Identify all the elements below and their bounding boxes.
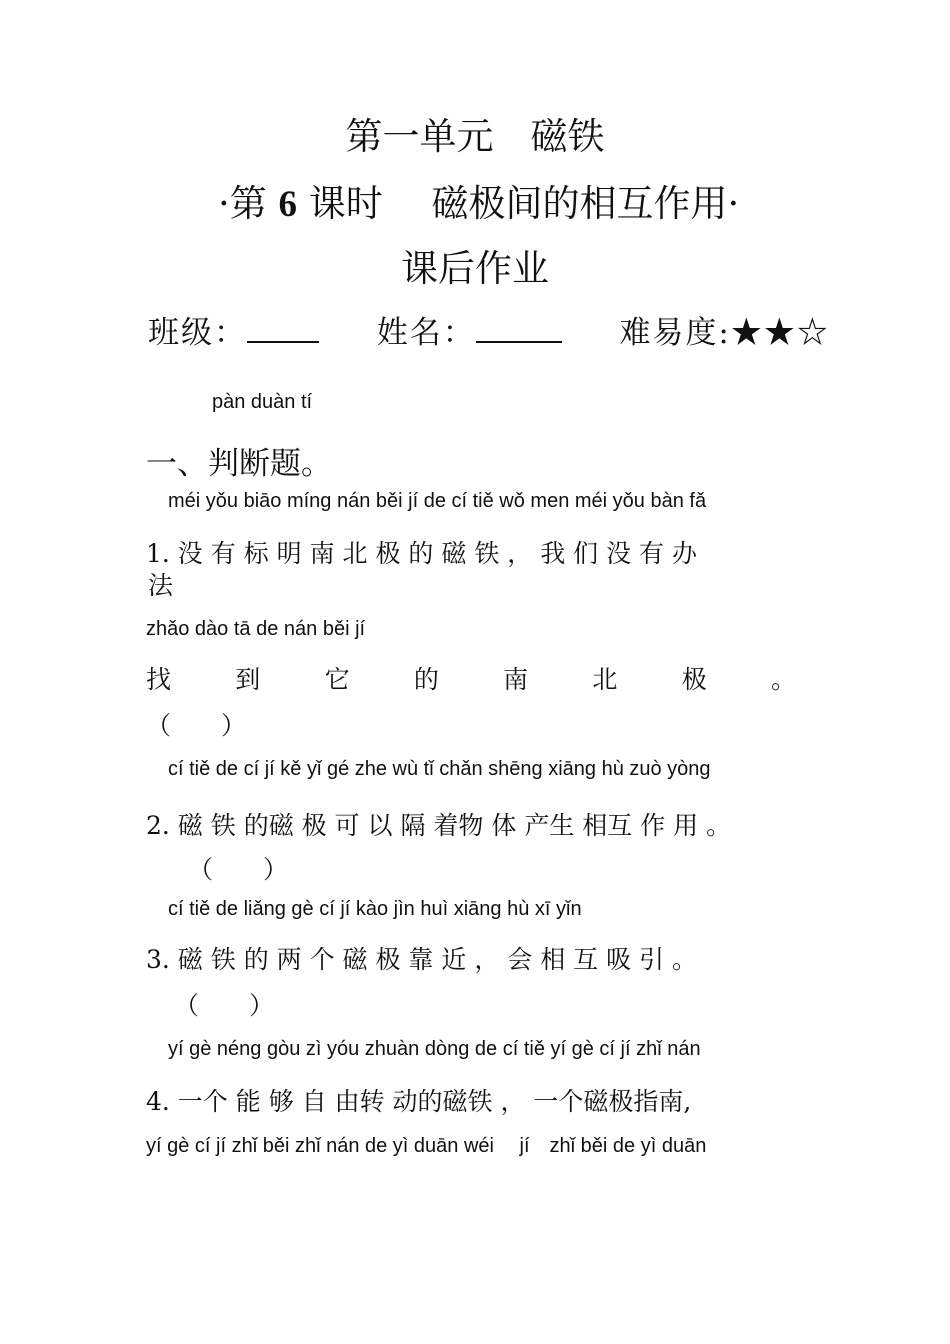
q1-pinyin-1: méi yǒu biāo míng nán běi jí de cí tiě wǒ men méi yǒu bàn fǎ <box>168 490 707 512</box>
unit-title: 第一单元 磁铁 <box>345 115 605 158</box>
name-label: 姓名： <box>376 315 476 351</box>
q2-answer-brackets[interactable]: （ ） <box>188 855 289 884</box>
q1-answer-brackets[interactable]: （ ） <box>146 711 247 740</box>
q2-pinyin-1: cí tiě de cí jí kě yǐ gé zhe wù tǐ chǎn shēng xiāng hù zuò yòng <box>168 758 711 780</box>
lesson-prefix: ·第 <box>218 182 267 225</box>
q4-pinyin-1: yí gè néng gòu zì yóu zhuàn dòng de cí tiě yí gè cí jí zhǐ nán <box>168 1038 701 1060</box>
difficulty-label: 难易度: <box>619 315 731 351</box>
lesson-number: 6 <box>278 184 298 225</box>
q1-text-1-cont: 法 <box>148 571 174 600</box>
q3-text-1: 3. 磁 铁 的 两 个 磁 极 靠 近 ， 会 相 互 吸 引 。 <box>146 945 698 974</box>
name-blank[interactable] <box>476 313 562 343</box>
q3-pinyin-1: cí tiě de liǎng gè cí jí kào jìn huì xiāng hù xī yǐn <box>168 898 582 920</box>
q1-pinyin-2: zhǎo dào tā de nán běi jí <box>146 618 366 640</box>
section-pinyin: pàn duàn tí <box>212 391 313 413</box>
q1-text-1: 1. 没 有 标 明 南 北 极 的 磁 铁 ， 我 们 没 有 办 <box>146 539 698 568</box>
q2-text-1: 2. 磁 铁 的磁 极 可 以 隔 着物 体 产生 相互 作 用 。 <box>146 811 732 840</box>
class-blank[interactable] <box>247 313 319 343</box>
q4-text-1: 4. 一个 能 够 自 由转 动的磁铁 ， 一个磁极指南, <box>146 1087 692 1116</box>
q3-answer-brackets[interactable]: （ ） <box>174 991 275 1020</box>
q4-pinyin-2: yí gè cí jí zhǐ běi zhǐ nán de yì duān wéi jí zhǐ běi de yì duān <box>146 1135 707 1157</box>
section-title: 一、判断题。 <box>146 446 332 482</box>
info-line <box>148 313 830 353</box>
q1-text-2: 找 到 它 的 南 北 极 。 <box>146 665 796 694</box>
class-label: 班级： <box>148 315 247 351</box>
difficulty-stars: ★★☆ <box>730 315 830 351</box>
homework-title: 课后作业 <box>401 247 549 290</box>
lesson-name: 课时 磁极间的相互作用· <box>308 182 740 225</box>
lesson-title <box>218 182 739 227</box>
